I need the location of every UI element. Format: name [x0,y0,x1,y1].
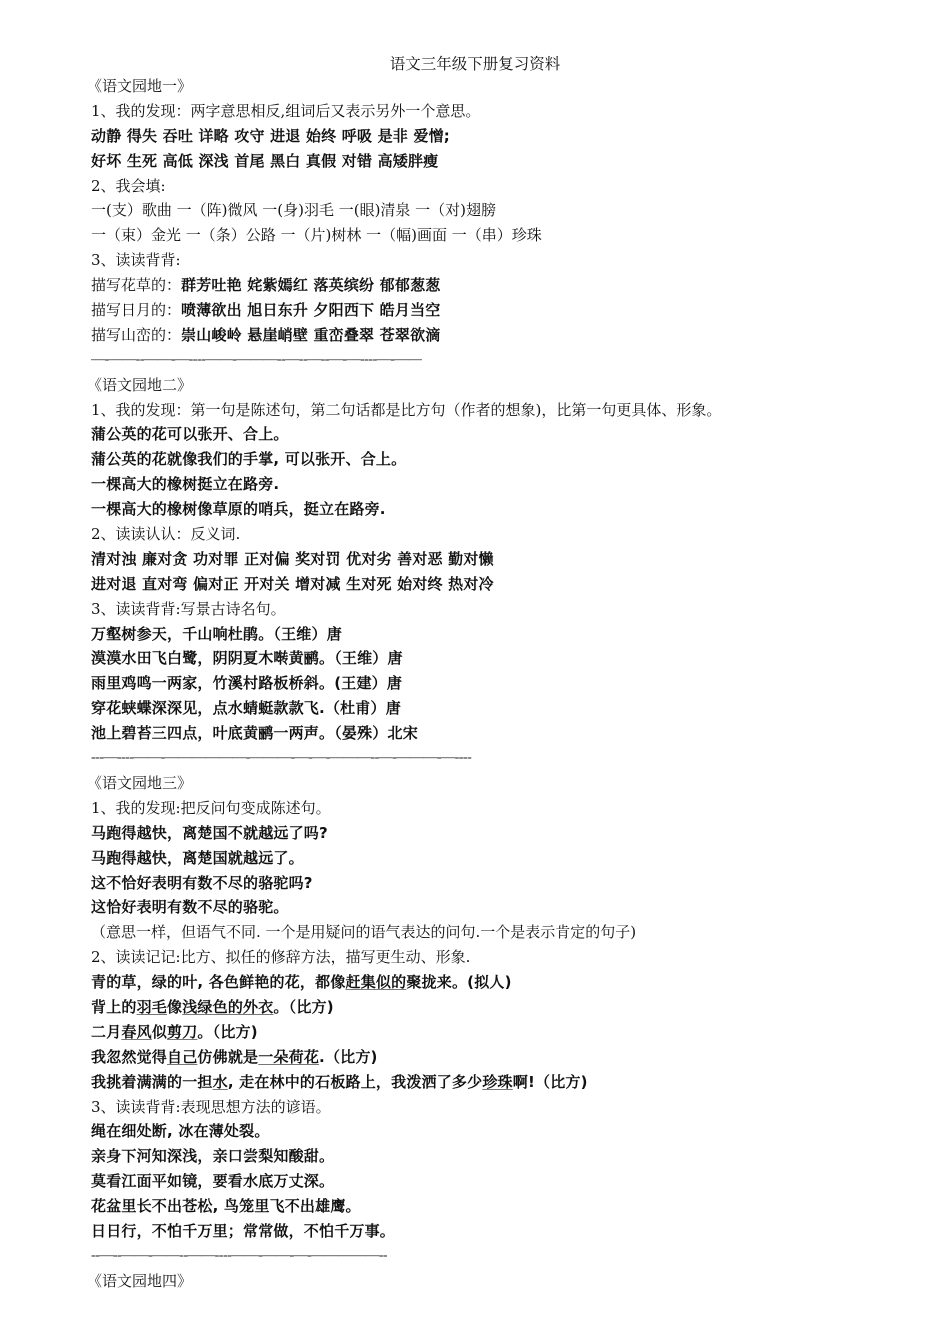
text-line: 亲身下河知深浅，亲口尝梨知酸甜。 [91,1147,335,1166]
underlined-phrase: 自己 [167,1047,198,1066]
text-line: 花盆里长不出苍松, 鸟笼里飞不出雄鹰。 [91,1197,361,1216]
line-segment: 我忽然觉得 [91,1047,168,1066]
section-heading: 《语文园地二》 [87,375,193,394]
line-segment: 。（比方) [273,997,334,1016]
document-body [87,74,921,1294]
text-line [91,298,921,323]
section-heading: 《语文园地一》 [87,77,193,95]
text-line: 马跑得越快，离楚国就越远了。 [91,848,304,867]
text-line [91,1045,921,1070]
section-heading: 《语文园地三》 [87,773,193,792]
line-segment: 青的草，绿的叶, 各色鲜艳的花，都像 [91,973,346,992]
section-divider: --—--——-——--——----——-——-—-—————-- [91,1247,388,1263]
text-line: 池上碧苔三四点，叶底黄鹂一两声。（晏殊）北宋 [91,724,418,743]
text-line: 一（束）金光 一（条）公路 一（片)树林 一（幅)画面 一（串）珍珠 [91,226,542,245]
line-segment: 啊!（比方) [512,1072,588,1091]
line-segment: 描写日月的： [91,301,182,320]
text-line [91,1070,921,1095]
text-line: 马跑得越快，离楚国不就越远了吗? [91,823,328,842]
text-line: 2、读读记记:比方、拟任的修辞方法，描写更生动、形象. [91,948,471,967]
text-line [91,970,921,995]
line-segment: 我挑着满满的一担 [91,1072,213,1091]
underlined-phrase: 赶集似的 [345,973,407,992]
underlined-phrase: 珍珠 [482,1072,513,1091]
text-line: 1、我的发现：两字意思相反,组词后又表示另外一个意思。 [91,101,481,120]
text-line: 一棵高大的橡树像草原的哨兵，挺立在路旁. [91,500,386,519]
line-segment: 像 [167,997,183,1016]
text-line: 莫看江面平如镜，要看水底万丈深。 [91,1172,335,1191]
text-line: 1、我的发现:把反问句变成陈述句。 [91,798,331,817]
text-line: 绳在细处断, 冰在薄处裂。 [91,1122,270,1141]
underlined-phrase: 水 [212,1072,228,1091]
text-line: 进对退 直对弯 偏对正 开对关 增对减 生对死 始对终 热对冷 [91,574,494,593]
text-line: 动静 得失 吞吐 详略 攻守 进退 始终 呼吸 是非 爱憎; [91,126,451,145]
text-line: 一棵高大的橡树挺立在路旁. [91,475,280,494]
line-segment: 仿佛就是 [197,1047,259,1066]
line-segment: 聚拢来。(拟人) [406,973,512,992]
text-line: 漠漠水田飞白鹭，阴阴夏木啭黄鹂。（王维）唐 [91,649,403,668]
line-segment: 二月 [91,1022,122,1041]
text-line: 这恰好表明有数不尽的骆驼。 [91,898,289,917]
underlined-phrase: 一朵荷花 [258,1047,320,1066]
text-line: 穿花蛱蝶深深见，点水蜻蜓款款飞.（杜甫）唐 [91,699,401,718]
text-line: 蒲公英的花就像我们的手掌, 可以张开、合上。 [91,450,407,469]
text-line [91,995,921,1020]
line-segment: 背上的 [91,997,137,1016]
line-segment: 描写山峦的： [91,325,182,344]
text-line [91,273,921,298]
line-segment: 群芳吐艳 姹紫嫣红 落英缤纷 郁郁葱葱 [181,276,441,295]
text-line: 日日行，不怕千万里；常常做，不怕千万事。 [91,1221,396,1240]
text-line: 蒲公英的花可以张开、合上。 [91,425,289,444]
line-segment: 。（比方) [197,1022,258,1041]
text-line: 3、读读背背: [91,251,181,270]
text-line: 1、我的发现：第一句是陈述句，第二句话都是比方句（作者的想象)，比第一句更具体、形象。 [91,400,722,419]
text-line [91,1020,921,1045]
text-line: 3、读读背背:表现思想方法的谚语。 [91,1097,331,1116]
line-segment: 喷薄欲出 旭日东升 夕阳西下 皓月当空 [181,301,441,320]
underlined-phrase: 剪刀 [167,1022,198,1041]
text-line: （意思一样，但语气不同. 一个是用疑问的语气表达的问句.一个是表示肯定的句子) [91,923,637,942]
text-line: 这不恰好表明有数不尽的骆驼吗? [91,873,313,892]
text-line: 一(支）歌曲 一（阵)微风 一(身)羽毛 一(眼)清泉 一（对)翅膀 [91,201,497,220]
section-divider: —-——--——-—----——-———--—--—--—-—----—-—— [91,351,422,367]
text-line: 3、读读背背:写景古诗名句。 [91,599,286,618]
text-line [91,323,921,348]
text-line: 2、读读认认：反义词. [91,525,241,544]
text-line: 2、我会填: [91,176,166,195]
text-line: 清对浊 廉对贪 功对罪 正对偏 奖对罚 优对劣 善对恶 勤对懒 [91,549,494,568]
section-divider: ---—----——-——————-———-—-—-———--—-———-—---- [91,750,472,766]
underlined-phrase: 春风 [121,1022,152,1041]
line-segment: 似 [151,1022,168,1041]
text-line: 万壑树参天，千山响杜鹃。（王维）唐 [91,624,342,643]
line-segment: 描写花草的： [91,276,182,295]
underlined-phrase: 羽毛 [136,997,168,1016]
document-title: 语文三年级下册复习资料 [389,55,561,73]
section-heading: 《语文园地四》 [87,1271,193,1290]
underlined-phrase: 浅绿色的外衣 [182,997,274,1016]
text-line: 好坏 生死 高低 深浅 首尾 黑白 真假 对错 高矮胖瘦 [91,151,439,170]
text-line: 雨里鸡鸣一两家，竹溪村路板桥斜。(王建）唐 [91,674,403,693]
line-segment: 崇山峻岭 悬崖峭壁 重峦叠翠 苍翠欲滴 [181,325,441,344]
line-segment: , 走在林中的石板路上，我泼洒了多少 [227,1072,483,1091]
line-segment: .（比方) [319,1047,378,1066]
